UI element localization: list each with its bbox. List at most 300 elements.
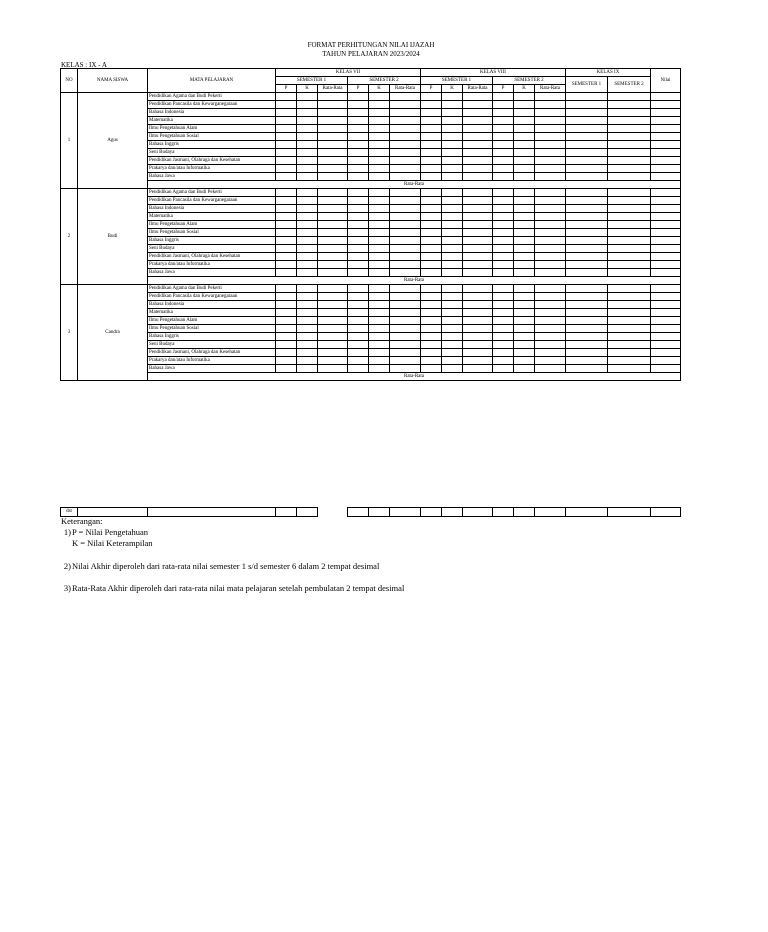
grade-cell[interactable] bbox=[493, 189, 514, 197]
grade-cell[interactable] bbox=[318, 213, 348, 221]
grade-cell[interactable] bbox=[297, 317, 318, 325]
grade-cell[interactable] bbox=[493, 205, 514, 213]
grade-cell[interactable] bbox=[493, 237, 514, 245]
grade-cell[interactable] bbox=[463, 133, 493, 141]
grade-cell[interactable] bbox=[348, 325, 369, 333]
grade-cell[interactable] bbox=[369, 349, 390, 357]
grade-cell[interactable] bbox=[566, 285, 608, 293]
grade-cell[interactable] bbox=[369, 165, 390, 173]
grade-cell[interactable] bbox=[421, 301, 442, 309]
grade-cell[interactable] bbox=[608, 221, 651, 229]
grade-cell[interactable] bbox=[369, 341, 390, 349]
grade-cell[interactable] bbox=[463, 309, 493, 317]
grade-cell[interactable] bbox=[463, 341, 493, 349]
grade-cell[interactable] bbox=[421, 93, 442, 101]
grade-cell[interactable] bbox=[651, 261, 681, 269]
grade-cell[interactable] bbox=[297, 197, 318, 205]
grade-cell[interactable] bbox=[318, 221, 348, 229]
grade-cell[interactable] bbox=[318, 229, 348, 237]
grade-cell[interactable] bbox=[535, 269, 566, 277]
grade-cell[interactable] bbox=[297, 293, 318, 301]
grade-cell[interactable] bbox=[514, 93, 535, 101]
grade-cell[interactable] bbox=[276, 189, 297, 197]
grade-cell[interactable] bbox=[463, 173, 493, 181]
cell[interactable] bbox=[514, 508, 535, 517]
grade-cell[interactable] bbox=[463, 365, 493, 373]
grade-cell[interactable] bbox=[463, 93, 493, 101]
grade-cell[interactable] bbox=[390, 285, 421, 293]
grade-cell[interactable] bbox=[493, 93, 514, 101]
grade-cell[interactable] bbox=[651, 157, 681, 165]
grade-cell[interactable] bbox=[535, 333, 566, 341]
grade-cell[interactable] bbox=[369, 229, 390, 237]
grade-cell[interactable] bbox=[535, 341, 566, 349]
grade-cell[interactable] bbox=[493, 293, 514, 301]
grade-cell[interactable] bbox=[608, 285, 651, 293]
grade-cell[interactable] bbox=[369, 269, 390, 277]
grade-cell[interactable] bbox=[442, 157, 463, 165]
grade-cell[interactable] bbox=[463, 109, 493, 117]
grade-cell[interactable] bbox=[651, 133, 681, 141]
grade-cell[interactable] bbox=[463, 157, 493, 165]
grade-cell[interactable] bbox=[318, 141, 348, 149]
cell[interactable] bbox=[421, 508, 442, 517]
grade-cell[interactable] bbox=[608, 133, 651, 141]
grade-cell[interactable] bbox=[651, 93, 681, 101]
grade-cell[interactable] bbox=[348, 197, 369, 205]
grade-cell[interactable] bbox=[493, 141, 514, 149]
grade-cell[interactable] bbox=[369, 309, 390, 317]
grade-cell[interactable] bbox=[421, 341, 442, 349]
grade-cell[interactable] bbox=[348, 357, 369, 365]
grade-cell[interactable] bbox=[535, 205, 566, 213]
grade-cell[interactable] bbox=[276, 117, 297, 125]
grade-cell[interactable] bbox=[390, 293, 421, 301]
grade-cell[interactable] bbox=[535, 157, 566, 165]
grade-cell[interactable] bbox=[318, 125, 348, 133]
grade-cell[interactable] bbox=[297, 101, 318, 109]
grade-cell[interactable] bbox=[651, 189, 681, 197]
grade-cell[interactable] bbox=[535, 285, 566, 293]
grade-cell[interactable] bbox=[608, 93, 651, 101]
grade-cell[interactable] bbox=[566, 237, 608, 245]
grade-cell[interactable] bbox=[369, 293, 390, 301]
grade-cell[interactable] bbox=[514, 365, 535, 373]
grade-cell[interactable] bbox=[651, 333, 681, 341]
grade-cell[interactable] bbox=[348, 133, 369, 141]
grade-cell[interactable] bbox=[348, 149, 369, 157]
grade-cell[interactable] bbox=[514, 149, 535, 157]
grade-cell[interactable] bbox=[608, 189, 651, 197]
grade-cell[interactable] bbox=[421, 365, 442, 373]
grade-cell[interactable] bbox=[608, 125, 651, 133]
grade-cell[interactable] bbox=[651, 125, 681, 133]
grade-cell[interactable] bbox=[348, 269, 369, 277]
grade-cell[interactable] bbox=[276, 229, 297, 237]
grade-cell[interactable] bbox=[566, 133, 608, 141]
grade-cell[interactable] bbox=[442, 197, 463, 205]
grade-cell[interactable] bbox=[390, 253, 421, 261]
grade-cell[interactable] bbox=[297, 149, 318, 157]
grade-cell[interactable] bbox=[297, 245, 318, 253]
cell[interactable] bbox=[390, 508, 421, 517]
grade-cell[interactable] bbox=[514, 125, 535, 133]
grade-cell[interactable] bbox=[348, 317, 369, 325]
grade-cell[interactable] bbox=[463, 205, 493, 213]
grade-cell[interactable] bbox=[421, 213, 442, 221]
grade-cell[interactable] bbox=[463, 317, 493, 325]
grade-cell[interactable] bbox=[493, 285, 514, 293]
grade-cell[interactable] bbox=[390, 357, 421, 365]
grade-cell[interactable] bbox=[442, 301, 463, 309]
grade-cell[interactable] bbox=[348, 301, 369, 309]
grade-cell[interactable] bbox=[514, 341, 535, 349]
grade-cell[interactable] bbox=[608, 349, 651, 357]
grade-cell[interactable] bbox=[276, 205, 297, 213]
grade-cell[interactable] bbox=[297, 301, 318, 309]
grade-cell[interactable] bbox=[535, 197, 566, 205]
grade-cell[interactable] bbox=[608, 173, 651, 181]
grade-cell[interactable] bbox=[297, 221, 318, 229]
grade-cell[interactable] bbox=[318, 261, 348, 269]
grade-cell[interactable] bbox=[348, 365, 369, 373]
grade-cell[interactable] bbox=[608, 205, 651, 213]
grade-cell[interactable] bbox=[442, 245, 463, 253]
cell[interactable] bbox=[651, 508, 681, 517]
grade-cell[interactable] bbox=[514, 309, 535, 317]
grade-cell[interactable] bbox=[442, 221, 463, 229]
grade-cell[interactable] bbox=[348, 293, 369, 301]
grade-cell[interactable] bbox=[348, 341, 369, 349]
grade-cell[interactable] bbox=[390, 125, 421, 133]
cell[interactable] bbox=[348, 508, 369, 517]
grade-cell[interactable] bbox=[463, 189, 493, 197]
grade-cell[interactable] bbox=[608, 365, 651, 373]
grade-cell[interactable] bbox=[535, 125, 566, 133]
grade-cell[interactable] bbox=[421, 149, 442, 157]
grade-cell[interactable] bbox=[369, 117, 390, 125]
grade-cell[interactable] bbox=[566, 109, 608, 117]
grade-cell[interactable] bbox=[442, 365, 463, 373]
grade-cell[interactable] bbox=[514, 229, 535, 237]
grade-cell[interactable] bbox=[348, 109, 369, 117]
grade-cell[interactable] bbox=[276, 365, 297, 373]
grade-cell[interactable] bbox=[297, 261, 318, 269]
grade-cell[interactable] bbox=[348, 205, 369, 213]
cell[interactable] bbox=[369, 508, 390, 517]
grade-cell[interactable] bbox=[514, 325, 535, 333]
grade-cell[interactable] bbox=[318, 93, 348, 101]
grade-cell[interactable] bbox=[369, 317, 390, 325]
grade-cell[interactable] bbox=[493, 349, 514, 357]
grade-cell[interactable] bbox=[390, 237, 421, 245]
grade-cell[interactable] bbox=[566, 245, 608, 253]
grade-cell[interactable] bbox=[566, 165, 608, 173]
grade-cell[interactable] bbox=[493, 133, 514, 141]
grade-cell[interactable] bbox=[390, 157, 421, 165]
grade-cell[interactable] bbox=[535, 117, 566, 125]
grade-cell[interactable] bbox=[297, 285, 318, 293]
grade-cell[interactable] bbox=[442, 293, 463, 301]
grade-cell[interactable] bbox=[318, 173, 348, 181]
grade-cell[interactable] bbox=[535, 365, 566, 373]
grade-cell[interactable] bbox=[514, 141, 535, 149]
grade-cell[interactable] bbox=[390, 165, 421, 173]
grade-cell[interactable] bbox=[297, 229, 318, 237]
grade-cell[interactable] bbox=[651, 221, 681, 229]
grade-cell[interactable] bbox=[348, 125, 369, 133]
grade-cell[interactable] bbox=[651, 245, 681, 253]
grade-cell[interactable] bbox=[566, 325, 608, 333]
grade-cell[interactable] bbox=[493, 157, 514, 165]
grade-cell[interactable] bbox=[348, 333, 369, 341]
grade-cell[interactable] bbox=[369, 245, 390, 253]
cell[interactable] bbox=[276, 508, 297, 517]
grade-cell[interactable] bbox=[651, 237, 681, 245]
grade-cell[interactable] bbox=[318, 325, 348, 333]
grade-cell[interactable] bbox=[608, 333, 651, 341]
grade-cell[interactable] bbox=[535, 213, 566, 221]
grade-cell[interactable] bbox=[421, 317, 442, 325]
cell[interactable] bbox=[442, 508, 463, 517]
grade-cell[interactable] bbox=[442, 117, 463, 125]
grade-cell[interactable] bbox=[566, 333, 608, 341]
grade-cell[interactable] bbox=[514, 117, 535, 125]
grade-cell[interactable] bbox=[390, 261, 421, 269]
grade-cell[interactable] bbox=[463, 125, 493, 133]
grade-cell[interactable] bbox=[442, 229, 463, 237]
grade-cell[interactable] bbox=[348, 309, 369, 317]
grade-cell[interactable] bbox=[390, 301, 421, 309]
grade-cell[interactable] bbox=[493, 221, 514, 229]
grade-cell[interactable] bbox=[390, 141, 421, 149]
grade-cell[interactable] bbox=[651, 149, 681, 157]
grade-cell[interactable] bbox=[463, 165, 493, 173]
grade-cell[interactable] bbox=[566, 357, 608, 365]
grade-cell[interactable] bbox=[297, 157, 318, 165]
grade-cell[interactable] bbox=[608, 141, 651, 149]
grade-cell[interactable] bbox=[493, 229, 514, 237]
grade-cell[interactable] bbox=[348, 237, 369, 245]
grade-cell[interactable] bbox=[276, 357, 297, 365]
grade-cell[interactable] bbox=[318, 333, 348, 341]
grade-cell[interactable] bbox=[390, 197, 421, 205]
grade-cell[interactable] bbox=[608, 253, 651, 261]
grade-cell[interactable] bbox=[514, 253, 535, 261]
grade-cell[interactable] bbox=[442, 333, 463, 341]
grade-cell[interactable] bbox=[463, 117, 493, 125]
grade-cell[interactable] bbox=[390, 349, 421, 357]
grade-cell[interactable] bbox=[651, 101, 681, 109]
grade-cell[interactable] bbox=[493, 197, 514, 205]
grade-cell[interactable] bbox=[514, 261, 535, 269]
grade-cell[interactable] bbox=[442, 165, 463, 173]
grade-cell[interactable] bbox=[608, 325, 651, 333]
grade-cell[interactable] bbox=[390, 189, 421, 197]
grade-cell[interactable] bbox=[442, 213, 463, 221]
grade-cell[interactable] bbox=[390, 149, 421, 157]
grade-cell[interactable] bbox=[463, 221, 493, 229]
grade-cell[interactable] bbox=[348, 349, 369, 357]
grade-cell[interactable] bbox=[566, 197, 608, 205]
grade-cell[interactable] bbox=[297, 333, 318, 341]
grade-cell[interactable] bbox=[608, 109, 651, 117]
grade-cell[interactable] bbox=[493, 365, 514, 373]
grade-cell[interactable] bbox=[297, 341, 318, 349]
grade-cell[interactable] bbox=[535, 93, 566, 101]
grade-cell[interactable] bbox=[566, 173, 608, 181]
grade-cell[interactable] bbox=[297, 165, 318, 173]
grade-cell[interactable] bbox=[535, 293, 566, 301]
grade-cell[interactable] bbox=[608, 229, 651, 237]
grade-cell[interactable] bbox=[369, 285, 390, 293]
grade-cell[interactable] bbox=[535, 357, 566, 365]
cell[interactable] bbox=[566, 508, 608, 517]
grade-cell[interactable] bbox=[463, 333, 493, 341]
grade-cell[interactable] bbox=[421, 285, 442, 293]
grade-cell[interactable] bbox=[348, 93, 369, 101]
grade-cell[interactable] bbox=[514, 189, 535, 197]
grade-cell[interactable] bbox=[463, 141, 493, 149]
grade-cell[interactable] bbox=[442, 101, 463, 109]
grade-cell[interactable] bbox=[535, 173, 566, 181]
grade-cell[interactable] bbox=[493, 325, 514, 333]
grade-cell[interactable] bbox=[442, 141, 463, 149]
grade-cell[interactable] bbox=[276, 333, 297, 341]
grade-cell[interactable] bbox=[651, 141, 681, 149]
grade-cell[interactable] bbox=[566, 253, 608, 261]
grade-cell[interactable] bbox=[421, 157, 442, 165]
cell[interactable] bbox=[463, 508, 493, 517]
grade-cell[interactable] bbox=[276, 341, 297, 349]
grade-cell[interactable] bbox=[651, 309, 681, 317]
grade-cell[interactable] bbox=[369, 253, 390, 261]
grade-cell[interactable] bbox=[566, 141, 608, 149]
grade-cell[interactable] bbox=[493, 109, 514, 117]
grade-cell[interactable] bbox=[421, 173, 442, 181]
grade-cell[interactable] bbox=[390, 173, 421, 181]
grade-cell[interactable] bbox=[390, 117, 421, 125]
grade-cell[interactable] bbox=[348, 221, 369, 229]
grade-cell[interactable] bbox=[608, 237, 651, 245]
grade-cell[interactable] bbox=[493, 333, 514, 341]
grade-cell[interactable] bbox=[566, 101, 608, 109]
grade-cell[interactable] bbox=[318, 165, 348, 173]
grade-cell[interactable] bbox=[535, 317, 566, 325]
grade-cell[interactable] bbox=[348, 285, 369, 293]
grade-cell[interactable] bbox=[535, 301, 566, 309]
grade-cell[interactable] bbox=[535, 261, 566, 269]
grade-cell[interactable] bbox=[390, 221, 421, 229]
grade-cell[interactable] bbox=[514, 349, 535, 357]
grade-cell[interactable] bbox=[318, 301, 348, 309]
grade-cell[interactable] bbox=[297, 357, 318, 365]
grade-cell[interactable] bbox=[276, 301, 297, 309]
grade-cell[interactable] bbox=[421, 133, 442, 141]
grade-cell[interactable] bbox=[493, 173, 514, 181]
grade-cell[interactable] bbox=[318, 205, 348, 213]
grade-cell[interactable] bbox=[421, 261, 442, 269]
grade-cell[interactable] bbox=[276, 293, 297, 301]
grade-cell[interactable] bbox=[276, 109, 297, 117]
grade-cell[interactable] bbox=[318, 101, 348, 109]
grade-cell[interactable] bbox=[651, 173, 681, 181]
grade-cell[interactable] bbox=[463, 349, 493, 357]
grade-cell[interactable] bbox=[276, 133, 297, 141]
grade-cell[interactable] bbox=[348, 253, 369, 261]
grade-cell[interactable] bbox=[514, 237, 535, 245]
grade-cell[interactable] bbox=[369, 173, 390, 181]
grade-cell[interactable] bbox=[421, 269, 442, 277]
grade-cell[interactable] bbox=[463, 101, 493, 109]
grade-cell[interactable] bbox=[442, 285, 463, 293]
grade-cell[interactable] bbox=[369, 237, 390, 245]
grade-cell[interactable] bbox=[535, 109, 566, 117]
grade-cell[interactable] bbox=[369, 189, 390, 197]
grade-cell[interactable] bbox=[566, 221, 608, 229]
grade-cell[interactable] bbox=[390, 205, 421, 213]
grade-cell[interactable] bbox=[535, 349, 566, 357]
grade-cell[interactable] bbox=[390, 317, 421, 325]
grade-cell[interactable] bbox=[421, 229, 442, 237]
grade-cell[interactable] bbox=[318, 149, 348, 157]
grade-cell[interactable] bbox=[369, 197, 390, 205]
grade-cell[interactable] bbox=[276, 325, 297, 333]
grade-cell[interactable] bbox=[566, 213, 608, 221]
grade-cell[interactable] bbox=[566, 229, 608, 237]
grade-cell[interactable] bbox=[390, 101, 421, 109]
grade-cell[interactable] bbox=[276, 141, 297, 149]
grade-cell[interactable] bbox=[318, 309, 348, 317]
grade-cell[interactable] bbox=[276, 261, 297, 269]
grade-cell[interactable] bbox=[651, 109, 681, 117]
grade-cell[interactable] bbox=[566, 341, 608, 349]
grade-cell[interactable] bbox=[421, 309, 442, 317]
grade-cell[interactable] bbox=[493, 269, 514, 277]
grade-cell[interactable] bbox=[421, 357, 442, 365]
grade-cell[interactable] bbox=[514, 133, 535, 141]
grade-cell[interactable] bbox=[608, 117, 651, 125]
grade-cell[interactable] bbox=[369, 109, 390, 117]
grade-cell[interactable] bbox=[608, 301, 651, 309]
grade-cell[interactable] bbox=[276, 93, 297, 101]
grade-cell[interactable] bbox=[421, 349, 442, 357]
grade-cell[interactable] bbox=[463, 197, 493, 205]
grade-cell[interactable] bbox=[297, 269, 318, 277]
grade-cell[interactable] bbox=[608, 357, 651, 365]
grade-cell[interactable] bbox=[651, 293, 681, 301]
grade-cell[interactable] bbox=[421, 165, 442, 173]
grade-cell[interactable] bbox=[463, 285, 493, 293]
grade-cell[interactable] bbox=[390, 213, 421, 221]
grade-cell[interactable] bbox=[421, 101, 442, 109]
grade-cell[interactable] bbox=[297, 237, 318, 245]
grade-cell[interactable] bbox=[493, 357, 514, 365]
grade-cell[interactable] bbox=[276, 237, 297, 245]
grade-cell[interactable] bbox=[651, 285, 681, 293]
grade-cell[interactable] bbox=[442, 189, 463, 197]
grade-cell[interactable] bbox=[297, 213, 318, 221]
grade-cell[interactable] bbox=[348, 229, 369, 237]
grade-cell[interactable] bbox=[369, 133, 390, 141]
grade-cell[interactable] bbox=[318, 341, 348, 349]
grade-cell[interactable] bbox=[421, 141, 442, 149]
grade-cell[interactable] bbox=[463, 245, 493, 253]
grade-cell[interactable] bbox=[348, 173, 369, 181]
grade-cell[interactable] bbox=[421, 221, 442, 229]
grade-cell[interactable] bbox=[318, 285, 348, 293]
grade-cell[interactable] bbox=[442, 269, 463, 277]
